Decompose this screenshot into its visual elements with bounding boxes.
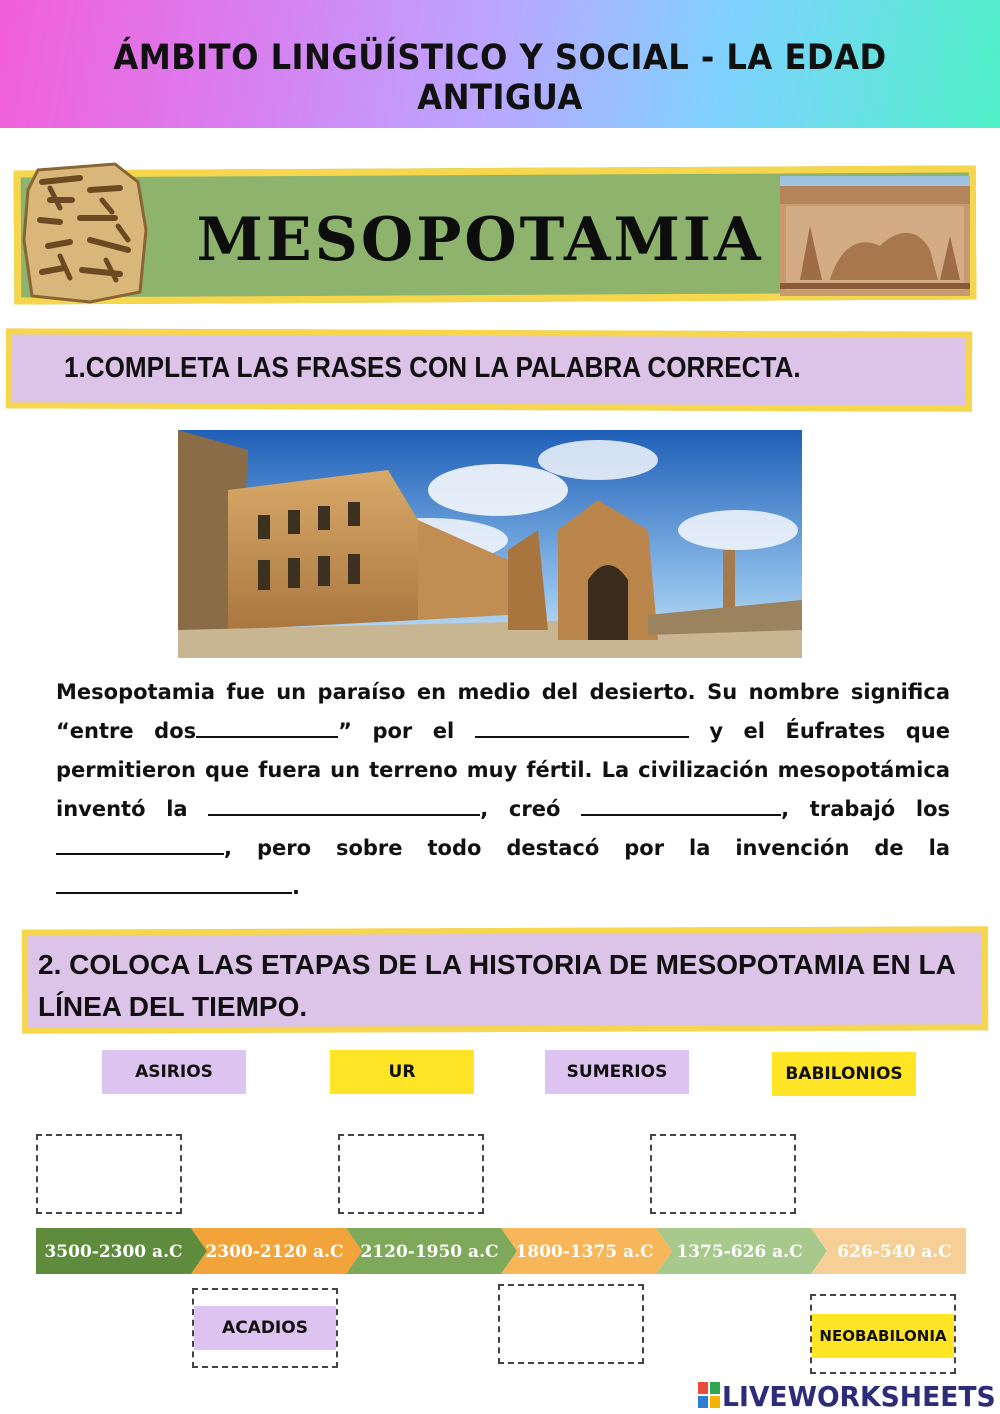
page-title: ÁMBITO LINGÜÍSTICO Y SOCIAL - LA EDAD ANTIGUA	[113, 38, 887, 118]
timeline-label-6: 626-540 a.C	[837, 1242, 952, 1262]
drop-box-5[interactable]	[650, 1134, 796, 1214]
paragraph-text-6: , pero sobre todo destacó por la invención de la	[224, 836, 950, 860]
fill-in-paragraph	[56, 673, 950, 907]
section-1-title: 1.COMPLETA LAS FRASES CON LA PALABRA CORRECTA.	[64, 352, 801, 384]
section-2-title: 2. COLOCA LAS ETAPAS DE LA HISTORIA DE MESOPOTAMIA EN LA LÍNEA DEL TIEMPO.	[38, 949, 955, 1022]
blank-input-4[interactable]	[581, 792, 781, 816]
banner-title: MESOPOTAMIA	[196, 205, 764, 275]
paragraph-text-1: Mesopotamia fue un paraíso en medio del desierto. Su nombre significa “entre dos	[56, 680, 950, 743]
label-asirios[interactable]: ASIRIOS	[102, 1050, 246, 1094]
label-neobabilonia[interactable]: NEOBABILONIA	[812, 1314, 954, 1358]
paragraph-text-3: y el Éufrates que permitieron que fuera un terreno muy fértil. La civilización mesopotámica inventó la	[56, 719, 950, 821]
paragraph-text-7: .	[292, 875, 300, 899]
label-acadios[interactable]: ACADIOS	[194, 1306, 336, 1350]
label-sumerios[interactable]: SUMERIOS	[545, 1050, 689, 1094]
drop-box-1[interactable]	[36, 1134, 182, 1214]
blank-input-5[interactable]	[56, 831, 224, 855]
label-ur[interactable]: UR	[330, 1050, 474, 1094]
timeline-label-1: 3500-2300 a.C	[44, 1242, 183, 1262]
relief-sculpture-image	[780, 176, 970, 296]
footer-brand[interactable]: LIVEWORKSHEETS	[722, 1380, 996, 1413]
timeline-label-4: 1800-1375 a.C	[515, 1242, 654, 1262]
timeline-label-2: 2300-2120 a.C	[205, 1242, 344, 1262]
timeline-label-5: 1375-626 a.C	[676, 1242, 803, 1262]
liveworksheets-logo-icon	[698, 1382, 720, 1408]
cuneiform-tablet-icon	[20, 160, 150, 305]
label-babilonios[interactable]: BABILONIOS	[772, 1052, 916, 1096]
drop-box-4[interactable]	[498, 1284, 644, 1364]
blank-input-1[interactable]	[196, 714, 338, 738]
drop-box-3[interactable]	[338, 1134, 484, 1214]
paragraph-text-5: , trabajó los	[781, 797, 951, 821]
blank-input-3[interactable]	[208, 792, 480, 816]
mardin-old-city-photo	[178, 430, 802, 658]
timeline-label-3: 2120-1950 a.C	[360, 1242, 499, 1262]
paragraph-text-2: ” por el	[338, 719, 455, 743]
paragraph-text-4: , creó	[480, 797, 561, 821]
blank-input-6[interactable]	[56, 870, 292, 894]
timeline	[36, 1228, 966, 1274]
blank-input-2[interactable]	[475, 714, 689, 738]
